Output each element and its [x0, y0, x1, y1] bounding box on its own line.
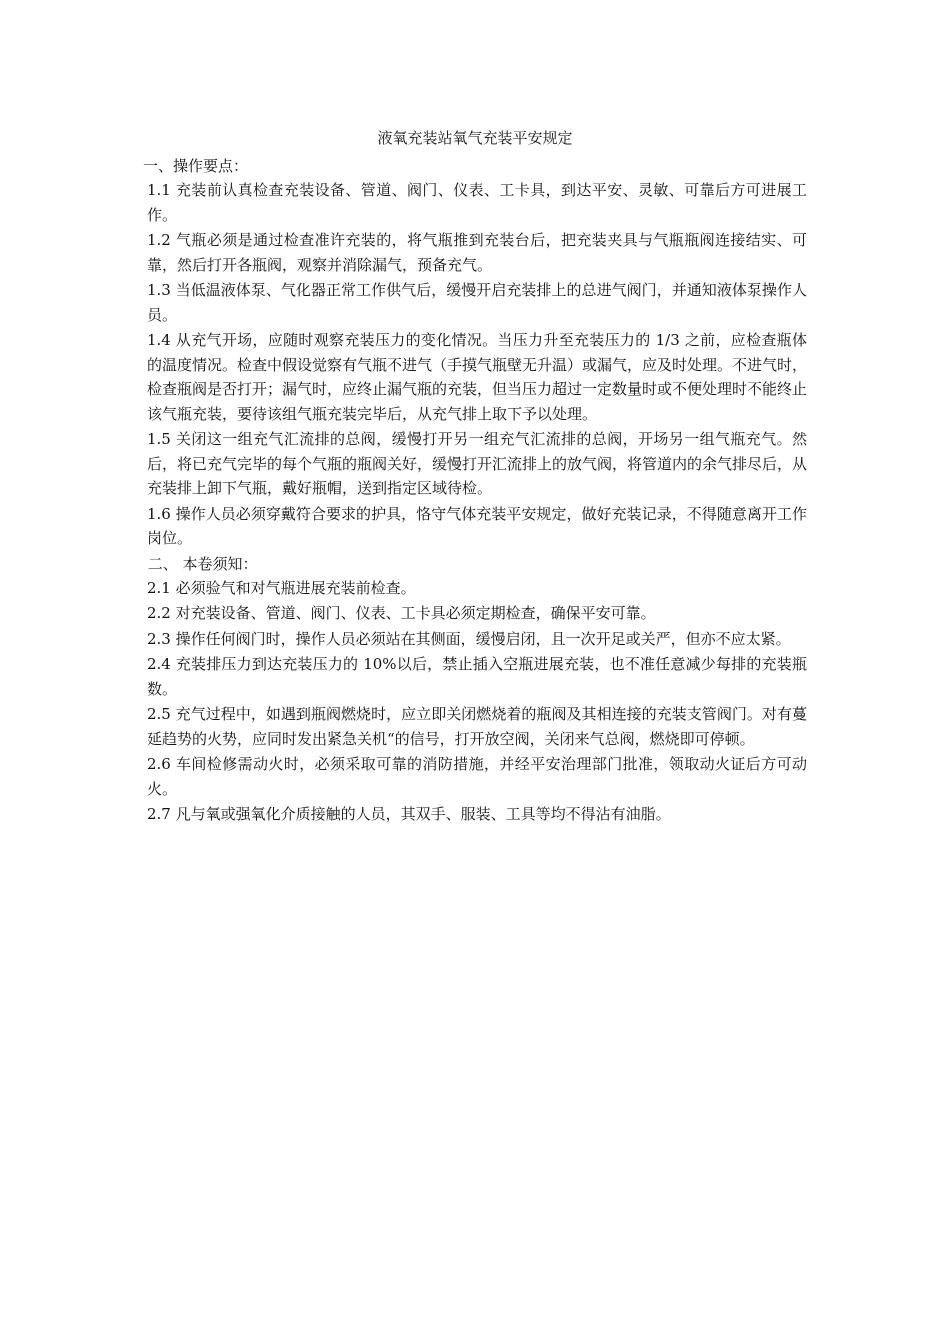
paragraph-1-1: 1.1 充装前认真检查充装设备、管道、阀门、仪表、工卡具，到达平安、灵敏、可靠后方可进展工作。 — [147, 181, 807, 224]
paragraph-2-5: 2.5 充气过程中，如遇到瓶阀燃烧时，应立即关闭燃烧着的瓶阀及其相连接的充装支管阀门。对有蔓延趋势的火势，应同时发出紧急关机“的信号，打开放空阀，关闭来气总阀，燃烧即可停顿。 — [147, 705, 807, 748]
paragraph-1-2: 1.2 气瓶必须是通过检查准许充装的，将气瓶推到充装台后，把充装夹具与气瓶瓶阀连接结实、可靠，然后打开各瓶阀，观察并消除漏气，预备充气。 — [147, 231, 807, 274]
document-page — [143, 126, 807, 828]
paragraph-2-2: 2.2 对充装设备、管道、阀门、仪表、工卡具必须定期检查，确保平安可靠。 — [147, 604, 656, 622]
paragraph-1-3: 1.3 当低温液体泵、气化器正常工作供气后，缓慢开启充装排上的总进气阀门，并通知液体泵操作人员。 — [147, 281, 807, 324]
paragraph-2-1: 2.1 必须验气和对气瓶进展充装前检查。 — [147, 578, 416, 597]
paragraph-2-3: 2.3 操作任何阀门时，操作人员必须站在其侧面，缓慢启闭，且一次开足或关严，但亦不应太紧。 — [147, 629, 791, 648]
section-heading: 二、 本卷须知： — [143, 554, 258, 573]
section-operation-points — [143, 154, 807, 551]
section-heading: 一、操作要点： — [143, 157, 249, 175]
paragraph-1-5: 1.5 关闭这一组充气汇流排的总阀，缓慢打开另一组充气汇流排的总阀，开场另一组气瓶充气。然后，将已充气完毕的每个气瓶的瓶阀关好，缓慢打开汇流排上的放气阀，将管道内的余气排尽后，从充装排上卸下气瓶，戴好瓶帽，送到指定区域待检。 — [147, 430, 808, 497]
paragraph-2-6: 2.6 车间检修需动火时，必须采取可靠的消防措施，并经平安治理部门批准，领取动火证后方可动火。 — [147, 755, 807, 798]
paragraph-1-6: 1.6 操作人员必须穿戴符合要求的护具，恪守气体充装平安规定，做好充装记录，不得随意离开工作岗位。 — [147, 504, 807, 547]
document-title: 液氧充装站氧气充装平安规定 — [377, 129, 573, 147]
paragraph-2-7: 2.7 凡与氧或强氧化介质接触的人员，其双手、服装、工具等均不得沾有油脂。 — [147, 805, 671, 823]
paragraph-2-4: 2.4 充装排压力到达充装压力的 10%以后，禁止插入空瓶进展充装，也不准任意减少每排的充装瓶数。 — [147, 655, 807, 698]
paragraph-1-4: 1.4 从充气开场，应随时观察充装压力的变化情况。当压力升至充装压力的 1/3 之前，应检查瓶体的温度情况。检查中假设觉察有气瓶不进气（手摸气瓶壁无升温）或漏气，应及时处理。不进气时，检查瓶阀是否打开；漏气时，应终止漏气瓶的充装，但当压力超过一定数量时或不便处理时不能终止该气瓶充装，要待该组气瓶充装完毕后，从充气排上取下予以处理。 — [147, 331, 808, 423]
section-notes — [143, 552, 807, 827]
